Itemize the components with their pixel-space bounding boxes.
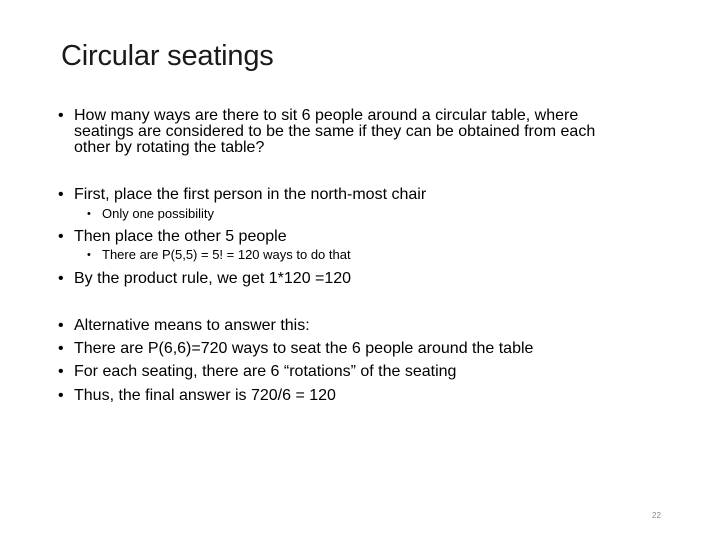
alt-line-2: There are P(6,6)=720 ways to seat the 6 people around the table <box>74 340 534 357</box>
bullet-dot: • <box>58 107 64 124</box>
bullet-dot: • <box>58 387 64 404</box>
question-line-1: How many ways are there to sit 6 people around a circular table, where <box>74 107 579 124</box>
bullet-product-text: By the product rule, we get 1*120 =120 <box>74 270 352 287</box>
bullet-dot: • <box>58 228 64 245</box>
sub-bullet-dot: • <box>87 249 91 261</box>
question-line-2: seatings are considered to be the same if they can be obtained from each <box>74 123 596 140</box>
bullet-dot: • <box>58 363 64 380</box>
alt-line-3: For each seating, there are 6 “rotations” of the seating <box>74 363 457 380</box>
question-line-3: other by rotating the table? <box>74 139 265 156</box>
sub-perm-text: There are P(5,5) = 5! = 120 ways to do that <box>102 247 351 262</box>
alt-line-4: Thus, the final answer is 720/6 = 120 <box>74 387 336 404</box>
bullet-dot: • <box>58 317 64 334</box>
bullet-dot: • <box>58 186 64 203</box>
bullet-first-text: First, place the first person in the north-most chair <box>74 186 427 203</box>
sub-only-text: Only one possibility <box>102 206 214 221</box>
alt-line-1: Alternative means to answer this: <box>74 317 310 334</box>
bullet-dot: • <box>58 340 64 357</box>
sub-bullet-dot: • <box>87 208 91 220</box>
bullet-then-text: Then place the other 5 people <box>74 228 287 245</box>
bullet-dot: • <box>58 270 64 287</box>
page-number: 22 <box>652 511 661 520</box>
slide-title: Circular seatings <box>61 40 274 72</box>
